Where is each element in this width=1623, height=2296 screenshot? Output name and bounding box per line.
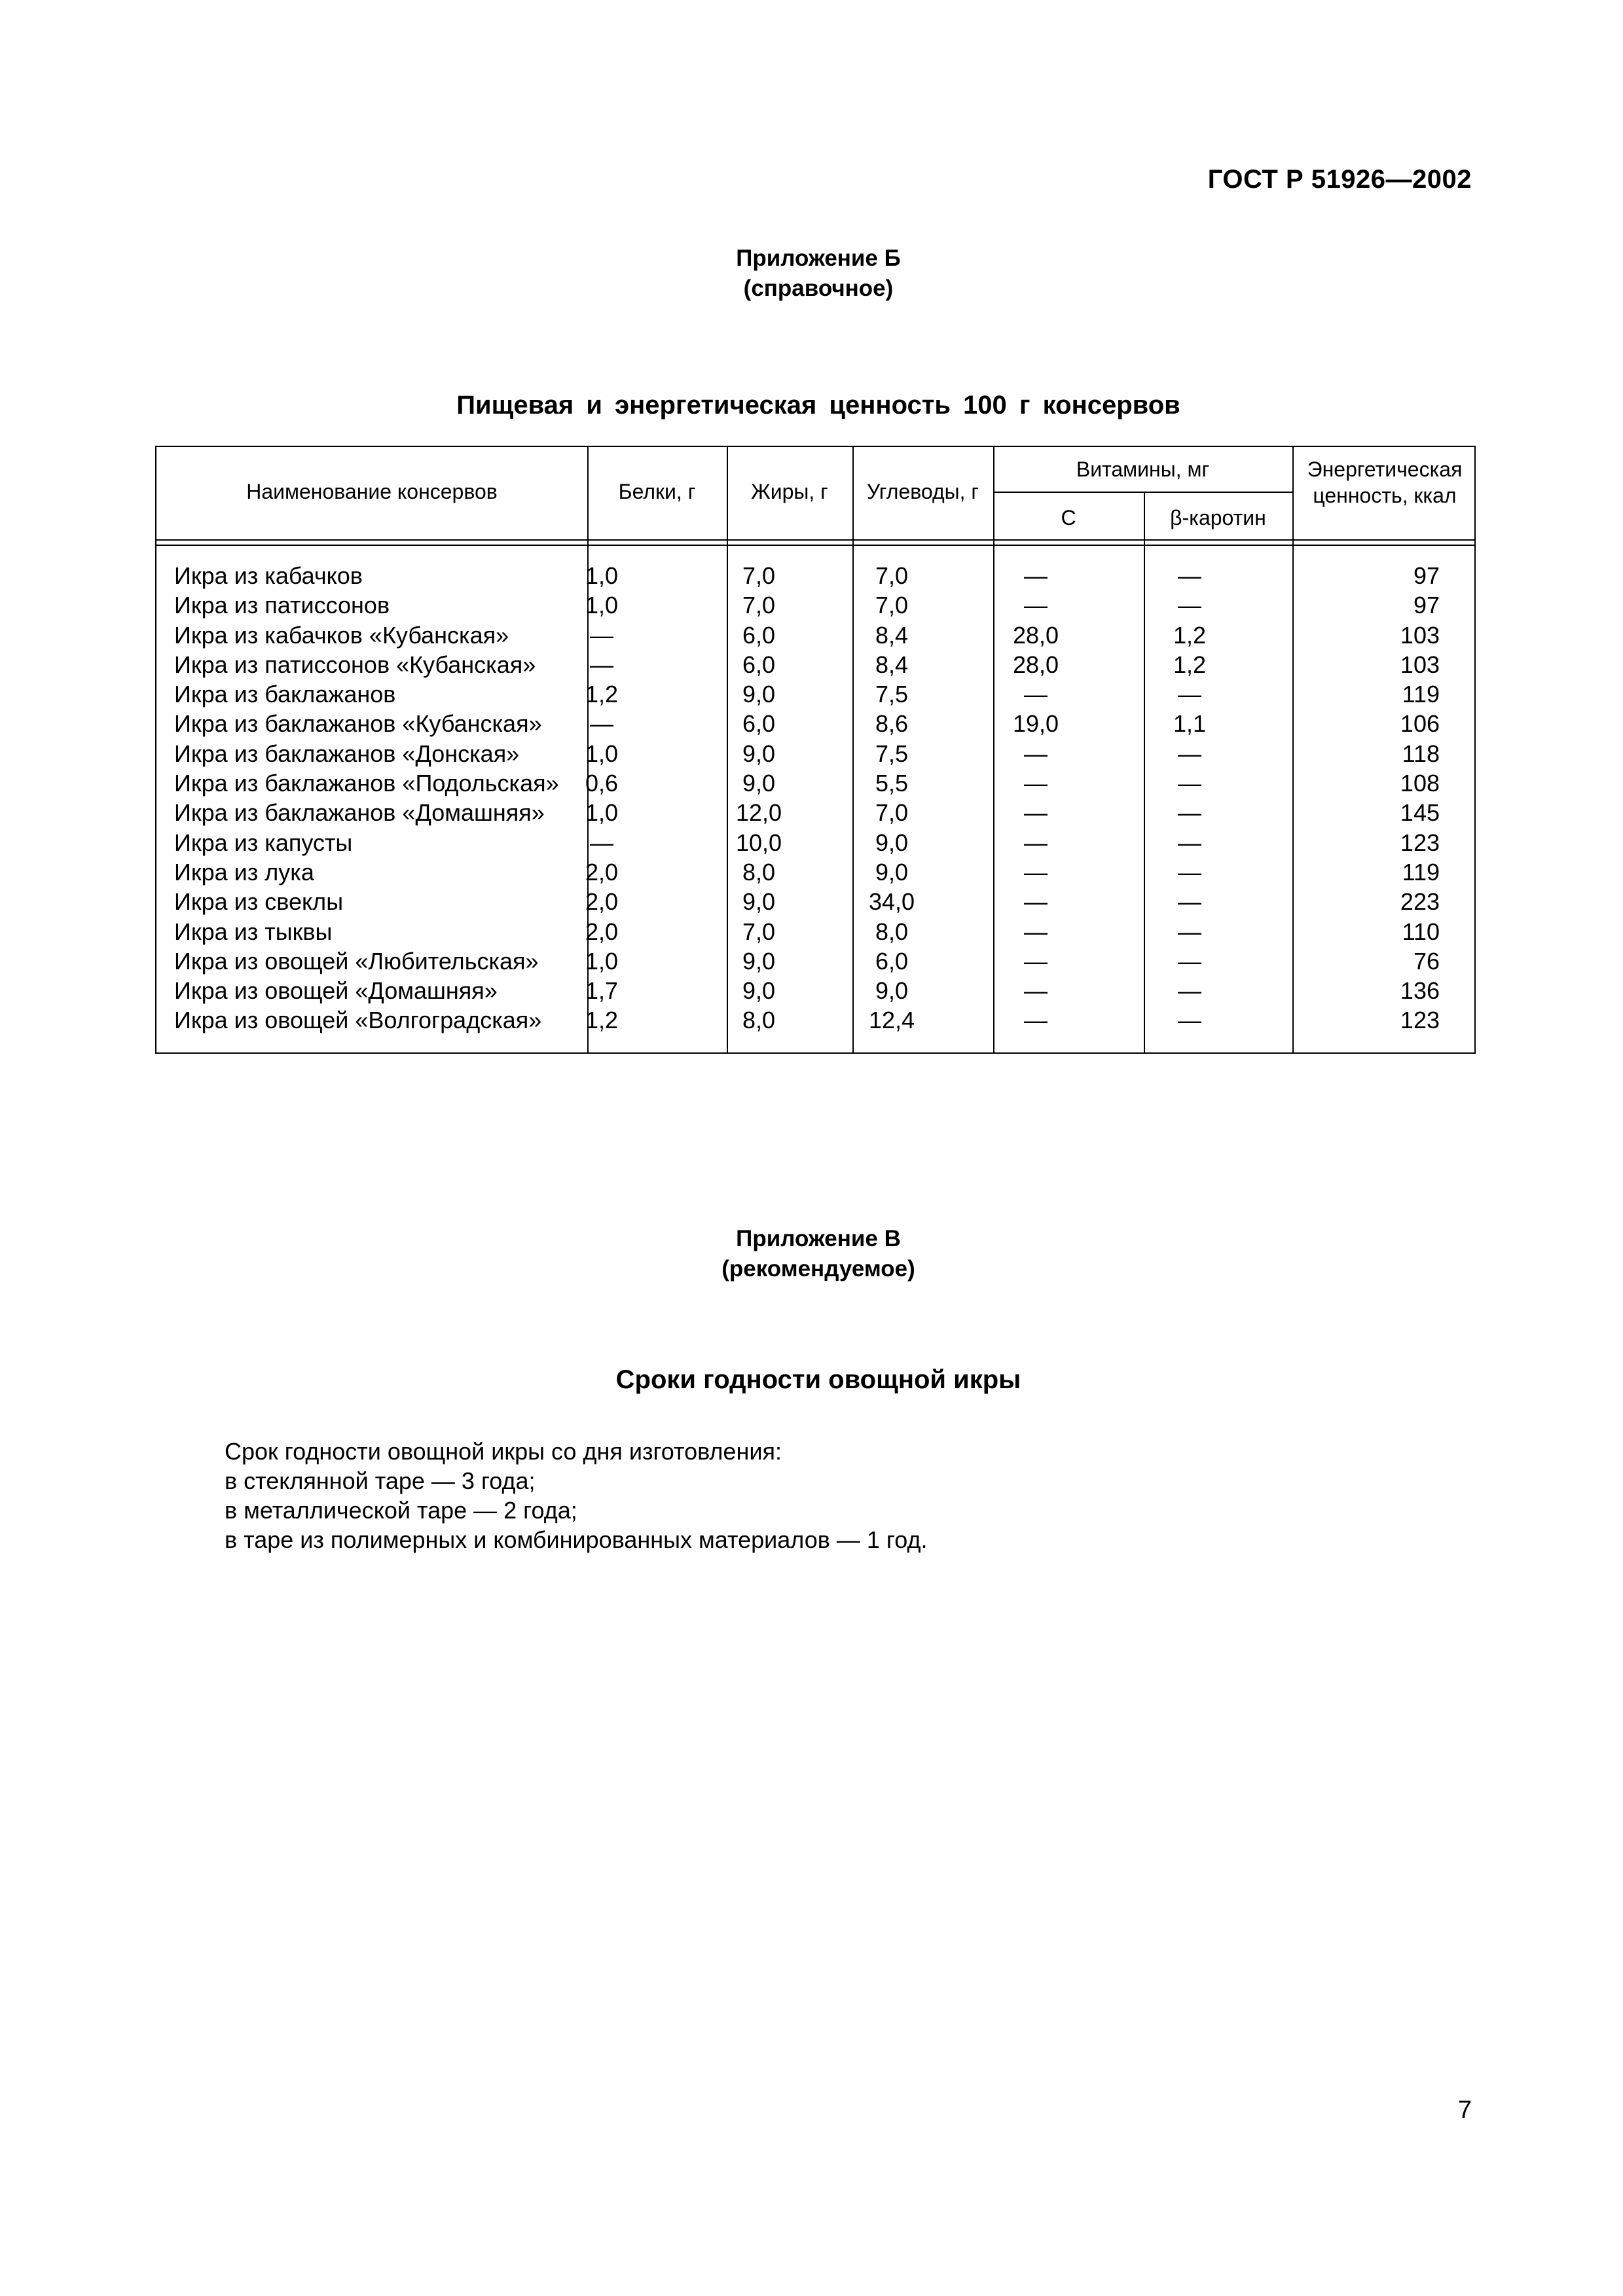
cell-fat: 9,0 <box>742 888 776 916</box>
table-row <box>156 739 1474 768</box>
cell-carbs: 7,0 <box>875 799 909 827</box>
column-header-fat: Жиры, г <box>751 480 828 503</box>
cell-name: Икра из баклажанов «Домашняя» <box>174 799 545 827</box>
table-row <box>156 946 1474 976</box>
cell-carotene: — <box>1178 977 1201 1005</box>
cell-energy: 136 <box>1400 977 1440 1005</box>
cell-carbs: 8,0 <box>875 918 909 945</box>
cell-protein: 1,2 <box>585 1007 619 1034</box>
table-divider <box>156 539 1474 541</box>
table-row <box>156 620 1474 650</box>
cell-carotene: — <box>1178 681 1201 708</box>
cell-carbs: 8,4 <box>875 621 909 649</box>
appendix-b-heading <box>0 243 1623 304</box>
cell-energy: 123 <box>1400 1007 1440 1034</box>
cell-vitamin-c: — <box>1024 770 1048 797</box>
cell-energy: 103 <box>1400 651 1440 678</box>
appendix-b-title: Приложение Б <box>736 245 901 271</box>
cell-name: Икра из капусты <box>174 829 353 856</box>
cell-name: Икра из патиссонов <box>174 592 390 619</box>
cell-name: Икра из свеклы <box>174 888 344 916</box>
cell-energy: 223 <box>1400 888 1440 916</box>
cell-fat: 7,0 <box>742 562 776 589</box>
cell-fat: 9,0 <box>742 740 776 767</box>
cell-vitamin-c: — <box>1024 681 1048 708</box>
cell-vitamin-c: — <box>1024 592 1048 619</box>
cell-carotene: — <box>1178 947 1201 975</box>
table-row <box>156 798 1474 827</box>
column-header-name: Наименование консервов <box>246 480 498 503</box>
cell-carotene: — <box>1178 799 1201 827</box>
cell-carotene: — <box>1178 562 1201 589</box>
cell-carotene: — <box>1178 858 1201 886</box>
table-row <box>156 917 1474 946</box>
cell-fat: 7,0 <box>742 592 776 619</box>
cell-fat: 8,0 <box>742 1007 776 1034</box>
table-row <box>156 679 1474 709</box>
cell-protein: 2,0 <box>585 888 619 916</box>
cell-energy: 103 <box>1400 621 1440 649</box>
cell-energy: 118 <box>1402 740 1440 767</box>
cell-energy: 108 <box>1400 770 1440 797</box>
cell-energy: 110 <box>1402 918 1440 945</box>
cell-carotene: — <box>1178 1007 1201 1034</box>
table-row <box>156 590 1474 620</box>
cell-name: Икра из баклажанов «Донская» <box>174 740 520 767</box>
cell-protein: 1,0 <box>585 562 619 589</box>
table-row <box>156 887 1474 916</box>
cell-energy: 76 <box>1413 947 1440 975</box>
cell-carbs: 34,0 <box>868 888 915 916</box>
cell-carbs: 9,0 <box>875 829 909 856</box>
cell-fat: 6,0 <box>742 651 776 678</box>
cell-carbs: 7,0 <box>875 562 909 589</box>
cell-vitamin-c: 28,0 <box>1012 651 1059 678</box>
table-row <box>156 561 1474 590</box>
cell-name: Икра из баклажанов «Подольская» <box>174 770 559 797</box>
table-row <box>156 976 1474 1005</box>
cell-name: Икра из овощей «Волгоградская» <box>174 1007 542 1034</box>
shelf-life-line: Срок годности овощной икры со дня изготовления: <box>225 1438 782 1465</box>
cell-energy: 97 <box>1413 592 1440 619</box>
cell-vitamin-c: — <box>1024 977 1048 1005</box>
cell-name: Икра из овощей «Любительская» <box>174 947 539 975</box>
document-code: ГОСТ Р 51926—2002 <box>1207 165 1472 194</box>
cell-protein: 1,0 <box>585 592 619 619</box>
column-header-vitamins: Витамины, мг <box>1076 457 1210 481</box>
cell-fat: 8,0 <box>742 858 776 886</box>
table-row <box>156 650 1474 679</box>
column-header-energy <box>1292 456 1477 509</box>
cell-fat: 6,0 <box>742 710 776 738</box>
column-header-carbs: Углеводы, г <box>866 480 979 503</box>
table-divider <box>993 492 1292 493</box>
table-row <box>156 768 1474 798</box>
cell-carbs: 12,4 <box>868 1007 915 1034</box>
column-header-energy-line1: Энергетическая <box>1307 457 1463 481</box>
cell-carbs: 8,4 <box>875 651 909 678</box>
cell-carotene: — <box>1178 888 1201 916</box>
cell-carbs: 5,5 <box>875 770 909 797</box>
cell-vitamin-c: — <box>1024 799 1048 827</box>
cell-vitamin-c: 28,0 <box>1012 621 1059 649</box>
cell-energy: 97 <box>1413 562 1440 589</box>
table-title: Пищевая и энергетическая ценность 100 г консервов <box>456 391 1180 420</box>
column-header-protein: Белки, г <box>618 480 696 503</box>
cell-fat: 9,0 <box>742 770 776 797</box>
cell-vitamin-c: — <box>1024 740 1048 767</box>
cell-carbs: 7,5 <box>875 740 909 767</box>
cell-protein: 1,0 <box>585 740 619 767</box>
cell-protein: 1,0 <box>585 947 619 975</box>
cell-fat: 12,0 <box>735 799 782 827</box>
cell-vitamin-c: — <box>1024 918 1048 945</box>
table-row <box>156 857 1474 887</box>
column-header-vitamin-c: С <box>1061 506 1076 529</box>
cell-name: Икра из кабачков <box>174 562 363 589</box>
shelf-life-line: в металлической таре — 2 года; <box>225 1497 577 1524</box>
appendix-v-heading <box>0 1224 1623 1284</box>
cell-vitamin-c: — <box>1024 858 1048 886</box>
cell-carbs: 8,6 <box>875 710 909 738</box>
cell-carotene: — <box>1178 740 1201 767</box>
cell-carotene: 1,2 <box>1173 651 1207 678</box>
cell-protein: — <box>590 651 613 678</box>
cell-fat: 9,0 <box>742 681 776 708</box>
table-row <box>156 1005 1474 1035</box>
nutrition-table <box>155 446 1476 1054</box>
cell-fat: 7,0 <box>742 918 776 945</box>
cell-name: Икра из баклажанов <box>174 681 396 708</box>
shelf-life-line: в таре из полимерных и комбинированных материалов — 1 год. <box>225 1526 928 1553</box>
column-header-carotene: β-каротин <box>1170 506 1266 529</box>
section-title: Сроки годности овощной икры <box>615 1365 1021 1394</box>
shelf-life-line: в стеклянной таре — 3 года; <box>225 1467 536 1494</box>
cell-carbs: 9,0 <box>875 977 909 1005</box>
cell-fat: 9,0 <box>742 947 776 975</box>
cell-protein: 2,0 <box>585 858 619 886</box>
appendix-b-subtitle: (справочное) <box>743 276 894 301</box>
cell-carbs: 9,0 <box>875 858 909 886</box>
cell-protein: 2,0 <box>585 918 619 945</box>
cell-carbs: 7,0 <box>875 592 909 619</box>
cell-protein: — <box>590 621 613 649</box>
cell-protein: 1,0 <box>585 799 619 827</box>
cell-protein: 1,2 <box>585 681 619 708</box>
appendix-v-subtitle: (рекомендуемое) <box>721 1256 915 1282</box>
cell-protein: 1,7 <box>585 977 619 1005</box>
cell-fat: 9,0 <box>742 977 776 1005</box>
cell-protein: — <box>590 829 613 856</box>
cell-carotene: 1,1 <box>1173 710 1207 738</box>
cell-name: Икра из лука <box>174 858 314 886</box>
cell-vitamin-c: — <box>1024 888 1048 916</box>
cell-name: Икра из овощей «Домашняя» <box>174 977 498 1005</box>
cell-vitamin-c: 19,0 <box>1012 710 1059 738</box>
cell-protein: 0,6 <box>585 770 619 797</box>
page-number: 7 <box>1457 2096 1472 2124</box>
cell-carotene: — <box>1178 770 1201 797</box>
cell-vitamin-c: — <box>1024 1007 1048 1034</box>
cell-energy: 119 <box>1402 858 1440 886</box>
column-header-energy-line2: ценность, ккал <box>1313 484 1457 507</box>
cell-vitamin-c: — <box>1024 947 1048 975</box>
cell-fat: 6,0 <box>742 621 776 649</box>
appendix-v-title: Приложение В <box>736 1226 901 1251</box>
cell-energy: 123 <box>1400 829 1440 856</box>
cell-name: Икра из баклажанов «Кубанская» <box>174 710 542 738</box>
cell-carbs: 7,5 <box>875 681 909 708</box>
table-divider <box>156 545 1474 546</box>
cell-carotene: — <box>1178 592 1201 619</box>
cell-carotene: — <box>1178 918 1201 945</box>
cell-carotene: 1,2 <box>1173 621 1207 649</box>
cell-protein: — <box>590 710 613 738</box>
cell-vitamin-c: — <box>1024 829 1048 856</box>
cell-vitamin-c: — <box>1024 562 1048 589</box>
cell-name: Икра из кабачков «Кубанская» <box>174 621 509 649</box>
table-body <box>156 561 1474 1035</box>
cell-carbs: 6,0 <box>875 947 909 975</box>
shelf-life-text <box>225 1437 927 1554</box>
table-row <box>156 828 1474 857</box>
cell-name: Икра из патиссонов «Кубанская» <box>174 651 536 678</box>
cell-fat: 10,0 <box>735 829 782 856</box>
table-row <box>156 709 1474 738</box>
cell-name: Икра из тыквы <box>174 918 333 945</box>
cell-carotene: — <box>1178 829 1201 856</box>
cell-energy: 119 <box>1402 681 1440 708</box>
cell-energy: 106 <box>1400 710 1440 738</box>
cell-energy: 145 <box>1400 799 1440 827</box>
